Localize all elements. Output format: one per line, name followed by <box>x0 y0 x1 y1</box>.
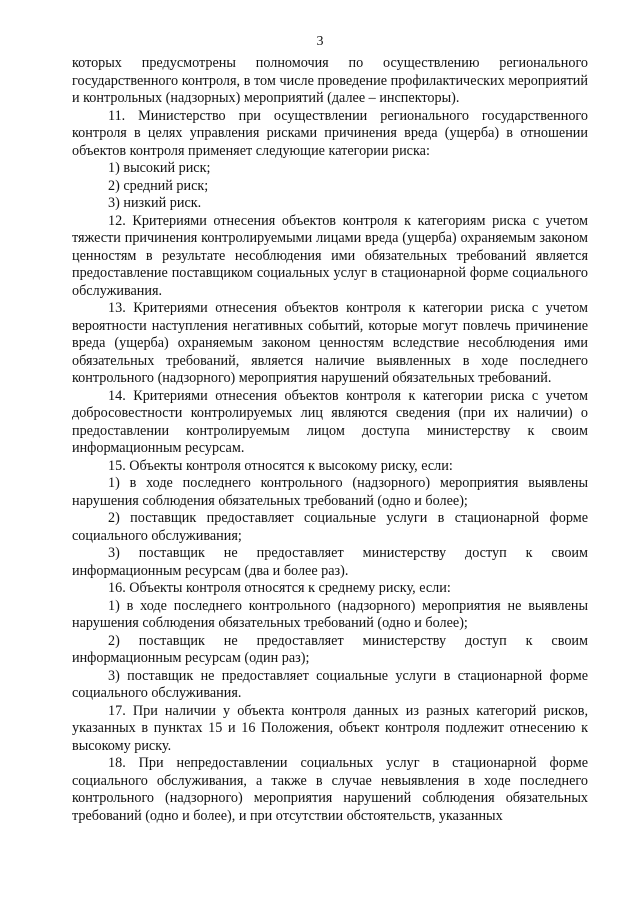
list-item: 2) средний риск; <box>108 177 209 194</box>
paragraph: 17. При наличии у объекта контроля данных из разных категорий рисков, указанных в пунктах 15 и 16 Положения, объект контроля подлежит отнесению к высокому риску. <box>72 702 588 754</box>
paragraph: 14. Критериями отнесения объектов контроля к категории риска с учетом добросовестности контролируемых лиц являются сведения (при их наличии) о предоставлении контролируемым лицом доступа министерству к своим информационным ресурсам. <box>72 387 588 456</box>
paragraph: 1) в ходе последнего контрольного (надзорного) мероприятия выявлены нарушения соблюдения обязательных требований (одно и более); <box>72 475 588 509</box>
list-item: 1) высокий риск; <box>108 160 211 176</box>
paragraph: 2) поставщик не предоставляет министерству доступ к своим информационным ресурсам (один раз); <box>72 632 588 666</box>
paragraph: 2) поставщик предоставляет социальные услуги в стационарной форме социального обслуживания; <box>72 510 588 544</box>
paragraph: 3) поставщик не предоставляет министерству доступ к своим информационным ресурсам (два и более раз). <box>72 545 588 579</box>
paragraph: 12. Критериями отнесения объектов контроля к категориям риска с учетом тяжести причинения контролируемыми лицами вреда (ущерба) охраняемым законом ценностям в результате несоблюдения ими обязательных требований является предоставление поставщиком социальных услуг в стационарной форме социального обслуживания. <box>72 212 588 299</box>
page-number: 3 <box>316 34 324 49</box>
paragraph: 3) поставщик не предоставляет социальные услуги в стационарной форме социального обслуживания. <box>72 667 588 701</box>
document-body <box>72 55 588 825</box>
paragraph: 1) в ходе последнего контрольного (надзорного) мероприятия не выявлены нарушения соблюдения обязательных требований (одно и более); <box>72 597 588 631</box>
paragraph: 11. Министерство при осуществлении регионального государственного контроля в целях управления рисками причинения вреда (ущерба) в отношении объектов контроля применяет следующие категории риска: <box>72 107 588 159</box>
paragraph: 18. При непредоставлении социальных услуг в стационарной форме социального обслуживания, а также в случае невыявления в ходе последнего контрольного (надзорного) мероприятия нарушений соблюдения обязательных требований (одно и более), и при отсутствии обстоятельств, указанных <box>72 755 588 824</box>
paragraph: 16. Объекты контроля относятся к среднему риску, если: <box>108 580 451 596</box>
paragraph: 15. Объекты контроля относятся к высокому риску, если: <box>108 457 453 474</box>
list-item: 3) низкий риск. <box>108 195 202 211</box>
paragraph: которых предусмотрены полномочия по осуществлению регионального государственного контроля, в том числе проведение профилактических мероприятий и контрольных (надзорных) мероприятий (далее – инспекторы). <box>72 55 588 106</box>
paragraph: 13. Критериями отнесения объектов контроля к категории риска с учетом вероятности наступления негативных событий, которые могут повлечь причинение вреда (ущерба) охраняемым законом ценностям вследствие несоблюдения ими обязательных требований, является наличие выявленных в ходе последнего контрольного (надзорного) мероприятия нарушений обязательных требований. <box>72 300 588 386</box>
